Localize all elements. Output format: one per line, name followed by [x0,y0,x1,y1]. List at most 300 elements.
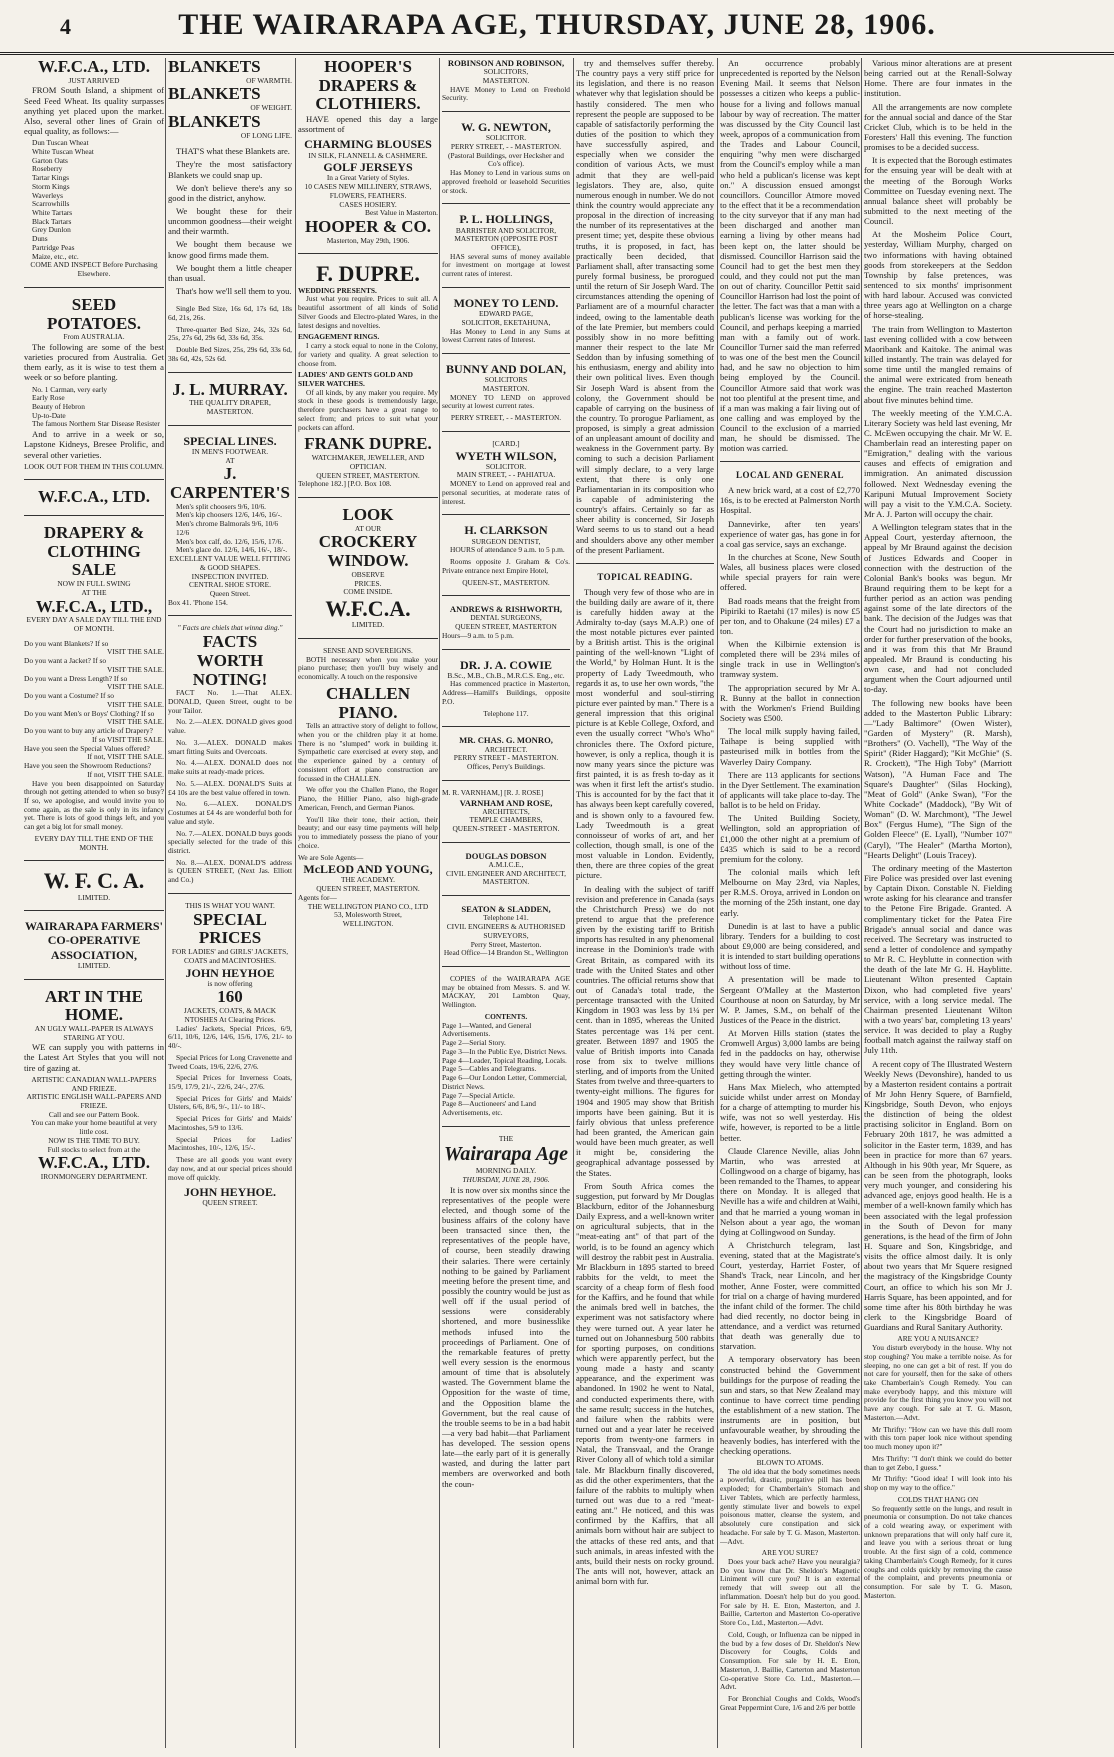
wallpaper-line: AN UGLY WALL-PAPER IS ALWAYS STARING AT YOU. [34,1023,154,1042]
observe: OBSERVE [351,569,385,579]
visit-line: VISIT THE SALE. [106,717,164,727]
role: ARCHITECT. [484,744,528,754]
visit-line: VISIT THE SALE. [106,647,164,657]
price-line: Single Bed Size, 16s 6d, 17s 6d, 18s 6d, 21s, 26s. [168,304,292,322]
from-australia: From AUSTRALIA. [63,332,125,342]
paper-title: Wairarapa Age [444,1143,568,1166]
list-item: Duns [32,234,48,244]
location: MASTERTON. [482,383,530,393]
queen-st-masterton-2: QUEEN STREET, MASTERTON. [316,884,420,894]
watches-text: Of all kinds, by any maker you require. My stock in these goods is tremendously large, therefore purchasers have a great range to select from; and prices to suit what your pockets can afford. [298,387,438,432]
news-paragraph: A recent copy of The Illustrated Western Weekly News (Devonshire), handed to us by a Masterton resident contains a portrait of Mr John Henry Squere, of Barnfield, Kingsbridge, South Devon, who enjoys the distinction of being the oldest practising solicitor in England. Born on February 20th 1817, he was admitted a solicitor in the Easter term, 1839, and has been in practice for more than 67 years. Although in his 90th year, Mr Squere, as can be seen from the photograph, looks very much younger, and considering his advanced age, enjoys good health. He is a member of a well-known family which has been associated with the legal profession in the South of Devon for many generations, is the head of the firm of John H. Square and Son, Kingsbridge, and visits the office almost daily. It is only about two years that Mr Squere resigned the magistracy of the Kingsbridge County Court, an office to which his son Mr J. Harris Square, has been appointed, and for some time after his 80th birthday he was clerk to the Kingsbridge Board of Guardians and Rural Sanitary Authority. [864,1058,1012,1333]
list-item: Beauty of Hebron [32,402,85,412]
contents-item: Page 8—Auctioneers' and Land Advertisements, etc. [442,1099,536,1118]
hollings-text: HAS several sums of money available for investment on mortgage at lowest current rates of interest. [442,251,570,279]
mcleod-young: McLEOD AND YOUNG, [303,862,433,877]
blankets-heading: BLANKETS [168,58,261,76]
dupre-telephone: Telephone 182.] [P.O. Box 108. [298,479,392,489]
limited: LIMITED. [351,620,385,630]
blown-heading: BLOWN TO ATOMS. [756,1457,824,1467]
the: THE [498,1133,514,1143]
local-item: In the churches at Scone, New South Wales, all business places were closed while special prayers for rain were offered. [720,551,860,593]
fact-item: No. 5.—ALEX. DONALD'S Suits at £4 10s are the best value offered in town. [168,778,292,797]
challen-text: Tells an attractive story of delight to follow, when you or the children play it at home. There is no "slumped" work in building it. Sympathetic care exercised at every step, and the experience gained by a century of consistent effort at piano construction are focussed in the CHALLEN. [298,721,438,783]
news-paragraph: Various minor alterations are at present being carried out at the Renall-Solway Home. There are four inmates in the institution. [864,58,1012,99]
role: SOLICITORS [484,375,528,385]
role: SOLICITOR. [485,461,527,471]
central-shoe-store: CENTRAL SHOE STORE. [189,580,271,590]
box-phone: Box 41. 'Phone 154. [168,597,228,607]
copies-text: COPIES of the WAIRARAPA AGE may be obtained from Messrs. S. and W. MACKAY, 201 Lambton Quay, Wellington. [442,974,570,1010]
role: SURGEON DENTIST, [471,536,541,546]
list-item: No. 1 Carman, very early [32,384,108,394]
price-line: Three-quarter Bed Size, 24s, 32s 6d, 25s, 27s 6d, 29s 6d, 33s 6d, 35s. [168,324,292,343]
art-home-heading: ART IN THE HOME. [45,986,143,1025]
price-line: Double Bed Sizes, 25s, 29s 6d, 33s 6d, 38s 6d, 42s, 52s 6d. [168,345,292,363]
leader-text: It is now over six months since the representatives of the people were elected, and though some of the business affairs of the colony have been transacted since then, the representatives of the people have, of course, been steadily drawing their salaries. There were certainly nothing to be gained by Parliament meeting before the present time, and possibly the country would be just as well off if the usual period of sessions were considerably shortened, and more businesslike methods infused into the proceedings of Parliament. One of the remarkable features of pretty well every session is the enormous amount of time that is absolutely wasted. The Government blame the Opposition for the waste of time, and the Opposition blame the Government, but the real cause of the trouble seems to be in a bad habit—a very bad habit—that Parliament has developed. The session opens late—the early part of it is generally wasted, and during the latter part members are overworked and both the coun- [442,1184,570,1489]
facts-heading: FACTS WORTH NOTING! [192,632,268,689]
question-line: Do you want a Costume? If so [24,691,114,701]
wyeth-heading: WYETH WILSON, [455,448,557,463]
special-item: Special Prices for Girls' and Maids' Ulsters, 6/6, 8/6, 9/-, 11/- to 18/-. [168,1093,292,1112]
special-item: Special Prices for Ladies' Macintoshes, 10/-, 12/6, 15/-. [168,1134,292,1153]
column-rule [573,58,574,1748]
list-item: Black Tartars [32,216,72,226]
come-inside: COME INSIDE. [343,587,393,597]
local-item: Claude Clarence Neville, alias John Martin, who was arrested at Collingwood on a charge of bigamy, has been remanded to the Thames, to appear there on Monday. It is alleged that Neville has a wife and children at Waihi, and that he married a young woman in Nelson about a year ago, the woman dying at Collingwood on Sunday. [720,1145,860,1237]
telephone: Telephone 141. [483,913,529,923]
role: BARRISTER AND SOLICITOR, [455,225,557,235]
colds-text: So frequently settle on the lungs, and result in pneumonia or consumption. Do not take chances of a cold wearing away, or experiment with unknown preparations that will only half cure it, and leave you with a serious throat or lung trouble. At the first sign of a cold, commence taking Chamberlain's Cough Remedy, for it cures coughs and colds quickly by removing the cause of the complaint, and prevents pneumonia or consumption. For sale by T. G. Mason, Masterton. [864,1503,1012,1600]
news-paragraph: It is expected that the Borough estimates for the ensuing year will be dealt with at the meeting of the Borough Works Committee on Tuesday evening next. The annual balance sheet will probably be submitted to the next meeting of the Council. [864,155,1012,227]
contents-item: Page 1—Wanted, and General Advertisements. [442,1020,532,1039]
wellington: WELLINGTON. [342,919,394,929]
dupre-heading: F. DUPRE. [316,261,420,287]
local-item: When the Kilbirnie extension is completed there will be 23¼ miles of single track in use in Wellington's tramway system. [720,639,860,680]
fact-item: No. 6.—ALEX. DONALD'S Costumes at £4 4s are wonderful both for value and style. [168,799,292,826]
potatoes-text: The following are some of the best varieties procured from Australia. Get them early, as it is wise to test them a week or so before planting. [24,341,164,383]
list-item: Partridge Peas [32,242,75,252]
blankets-body: We bought them a little cheaper than usual. [168,262,292,283]
jackets-line: JACKETS, COATS, & MACK NTOSHES At Clearing Prices. [183,1006,277,1024]
cases-hosiery: CASES HOSIERY. [339,199,397,209]
degrees: B.Sc., M.B., Ch.B., M.R.C.S. Eng., etc. [447,670,565,680]
local-item: Dunedin is at last to have a public library. Tenders for a building to cost about £9,000 are being considered, and it is intended to start building operations without loss of time. [720,920,860,972]
ironmongery: IRONMONGERY DEPARTMENT. [40,1172,148,1182]
cold-text: Cold, Cough, or Influenza can be nipped in the bud by a few doses of Dr. Sheldon's New Discovery for Coughs, Colds and Consumption. For sale by H. E. Eton, Masterton, J. Baillie, Carterton and Masterton Co-operative Store Co. Ltd., Masterton.—Advt. [720,1629,860,1692]
disappointed-text: Have you been disappointed on Saturday through not getting attended to when so busy? If so, we apologise, and would invite you to come again, as the sale is only in its infancy yet. There is lots of good things left, and you can get a big lot for small money. [24,778,164,832]
andrews-heading: ANDREWS & RISHWORTH, [449,604,563,615]
column-1 [24,58,164,1748]
footwear-list [168,503,292,555]
at: AT [225,455,235,465]
page-number: 4 [60,14,71,39]
agents-for: Agents for— [298,892,337,902]
visit-line: If not, VISIT THE SALE. [87,752,164,762]
at-the: AT THE [81,587,107,597]
wfca-heading-4: W. F. C. A. [43,868,145,894]
location: PERRY STREET, - - MASTERTON. [450,413,562,423]
seed-potatoes-heading: SEED POTATOES. [47,294,141,333]
list-item: Roseberry [32,164,63,174]
local-item: The appropriation secured by Mr A. R. Bunny at the ballot in connection with the Workmen's Friend Building Society was £500. [720,682,860,724]
list-item: Up-to-Date [32,410,66,420]
news-paragraph: The train from Wellington to Masterton last evening collided with a cow between Maoribank and Kaitoke. The animal was killed instantly. The train was delayed for some time until the mangled remains of the animal were extricated from beneath the engine. The train reached Masterton about five minutes behind time. [864,323,1012,405]
hooper-intro: HAVE opened this day a large assortment of [298,114,438,135]
list-item: Tartar Kings [32,173,70,183]
full-swing: NOW IN FULL SWING [57,579,131,589]
fact-item: No. 8.—ALEX. DONALD'S address is QUEEN STREET, (Next Jas. Elliott and Co.) [168,857,292,885]
news-paragraph: The ordinary meeting of the Masterton Fire Police was presided over last evening by Captain Dixon. Constable N. Fielding wrote asking for his clearance and transfer to the Petone Fire Brigade. Granted. A complimentary ticket for the Patea Fire Brigade's annual social and dance was received. The Secretary was instructed to send a letter of condolence and sympathy to Mr R. C. Heyblutte in connection with the death of the late Mr G. H. Hayblitte. Lieutenant Wilton presented Captain Dixon, who had completed five years' service, with a long service medal. The Chairman presented Lieutenant Wilton with a two years' bar, completing 13 years' service. It was decided to play a Rugby football match against the railway staff on July 11th. [864,862,1012,1056]
local-item: A presentation will be made to Sergeant O'Malley at the Masterton Courthouse at noon on Saturday, by Mr W. P. James, S.M., on behalf of the Justices of the Peace in the district. [720,974,860,1025]
blankets-body: We bought these for their uncommon goodness—their weight and their warmth. [168,205,292,237]
frank-dupre: FRANK DUPRE. [304,434,432,454]
at-our: AT OUR [354,523,382,533]
facts-tagline: " Facts are chiels that winna ding." [177,623,283,633]
special-item: Special Prices for Inverness Coats, 15/9, 17/9, 21/-, 22/6, 24/-, 27/6. [168,1073,292,1091]
news-paragraph: All the arrangements are now complete for the annual social and dance of the Star Cricket Club, which is to be held in the Foresters' Hall this evening. The function promises to be a decided success. [864,101,1012,153]
every-day-2: EVERY DAY TILL THE END OF THE MONTH. [34,833,154,852]
list-item: Scarrowhills [32,199,70,209]
wfca-heading-3: W.F.C.A., LTD., [35,596,153,616]
murray-heading: J. L. MURRAY. [172,379,288,399]
now-offering: is now offering [207,978,253,988]
blankets-body: THAT'S what these Blankets are. [176,146,290,157]
golf-jerseys: GOLF JERSEYS [323,160,413,175]
fact-item: No. 3.—ALEX. DONALD makes smart fitting Suits and Overcoats. [168,737,292,756]
fact-item: No. 4.—ALEX. DONALD does not make suits at ready-made prices. [168,758,292,777]
of-long-life: OF LONG LIFE. [240,130,292,140]
local-item: Dannevirke, after ten years' experience of water gas, has gone in for a coal gas service, says an exchange. [720,518,860,549]
location: Head Office—14 Brandon St., Wellington [443,948,569,958]
card-label: [CARD.] [492,438,520,448]
contents-item: Page 7—Special Article. [442,1090,515,1100]
wfca-heading: W.F.C.A. [325,596,411,622]
seaton-heading: SEATON & SLADDEN, [461,904,551,915]
full-stocks: Full stocks to select from at the [47,1144,141,1154]
local-item: There are 113 applicants for sections in the Dyer Settlement. The examination of applicants will take place to-day. The ballot is to be held on Friday. [720,769,860,811]
cases-millinery: 10 CASES NEW MILLINERY, STRAWS, FLOWERS, FEATHERS. [304,182,432,200]
nuisance-text: You disturb everybody in the house. Why not stop coughing? You make a terrible noise. As for sleeping, no one can get a bit of rest. If you do not care for yourself, then for the sake of others take Chamberlain's Cough Remedy. You can make everybody happy, and this mixture will provide for the first thing you know you will not have any cough. For sale at T. G. Mason, Masterton.—Advt. [864,1343,1012,1422]
wfca-heading-5: W.F.C.A., LTD. [38,1153,150,1173]
local-item: The United Building Society, Wellington, sold an appropriation of £1,000 the other night at a premium of £435 which is said to be a record premium for the colony. [720,813,860,864]
queen-st: QUEEN STREET. [202,1198,258,1208]
blankets-body: They're the most satisfactory Blankets we could snap up. [168,159,292,180]
wfca-heading: W.F.C.A., LTD. [38,58,150,76]
list-item: Men's kip choosers 12/6, 14/6, 16/-. [176,510,283,520]
clearance-note: These are all goods you want every day now, and at our special prices should move off quickly. [168,1155,292,1182]
list-item: Dun Tuscan Wheat [32,138,89,148]
column-rule [717,58,718,1748]
list-item: Grey Dunlon [32,225,71,235]
this-is-what: THIS IS WHAT YOU WANT. [185,900,275,910]
look: LOOK [342,505,394,525]
seed-wheat-text: FROM South Island, a shipment of Seed Feed Wheat. Its quality surpasses anything yet placed upon the market. Also, several other lines of Grain of equal quality, as follows:— [24,85,164,136]
thrifty-text: Mrs Thrifty: "I don't think we could do better than to get Zebo, I guess." [864,1453,1012,1472]
offer-text: We offer you the Challen Piano, the Roger Piano, the Hillier Piano, also high-grade American, French, and German Pianos. [298,785,438,812]
contents-item: Page 6—Our London Letter, Commercial, District News. [442,1073,567,1091]
special-item: Special Prices for Girls' and Maids' Macintoshes, 5/9 to 13/6. [168,1114,292,1132]
masterton: MASTERTON. [206,406,254,416]
watches-heading: LADIES' AND GENTS GOLD AND SILVER WATCHES. [298,370,413,389]
list-item: Storm Kings [32,181,70,191]
rooms: Rooms opposite J. Graham & Co's. Private entrance next Empire Hotel, [442,557,570,575]
engagement-rings: ENGAGEMENT RINGS. [298,332,380,342]
wfca-heading-2: W.F.C.A., LTD. [38,487,150,507]
list-item: White Tuscan Wheat [32,146,94,156]
drapery-sale-heading: DRAPERY & CLOTHING SALE [43,523,145,580]
wairarapa-farmers: WAIRARAPA FARMERS' CO-OPERATIVE ASSOCIATION, [25,919,163,962]
contents-item: Page 3—In the Public Eye, District News. [442,1046,567,1056]
location: QUEEN-STREET - MASTERTON. [452,824,560,834]
topical-paragraph: In dealing with the subject of tariff revision and preference in Canada (says the Christchurch Press) we do not pretend to argue that the preference given by the existing tariff to British imports has resulted in any phenomenal increase in the Dominion's trade with Great Britain, as compared with its trade with the United States and other countries. The official returns show that out of Canada's total trade, the percentage transacted with the United Kingdom in 1903 was less by 1¼ per cent. than in 1895, whereas the United States percentage was 1¾ per cent. greater. Between 1897 and 1905 the value of British imports into Canada rose from six to twelve millions sterling, and of imports from the United States from twelve and three-quarters to twenty-eight millions. The figures for 1904 and 1905 may show that British imports have been gaining. But it is fairly obvious that unless preference had been granted, the American gain would have been much greater, as well it might be, considering the geographical advantage possessed by the States. [576,883,714,1178]
question-line: Have you seen the Showroom Reductions? [24,761,152,771]
local-item: Bad roads means that the freight from Pipiriki to Raetahi (17 miles) is now £5 per ton, and to Ohakune (24 miles) £7 a ton. [720,595,860,636]
role: SOLICITORS, [483,67,529,77]
nuisance-heading: ARE YOU A NUISANCE? [897,1334,979,1344]
challen-heading: CHALLEN PIANO. [325,683,411,722]
special-prices-heading: SPECIAL PRICES [193,909,267,948]
dobson-heading: DOUGLAS DOBSON [465,850,547,861]
we-can-supply: WE can supply you with patterns in the Latest Art Styles that you will not tire of gazing at. [24,1042,164,1073]
look-out: LOOK OUT FOR THEM IN THIS COLUMN. [24,461,164,471]
column-3 [298,58,438,1748]
list-item: Men's chrome Balmorals 9/6, 10/6 12/6 [176,519,279,537]
column-rule [165,58,166,1748]
hours: HOURS of attendance 9 a.m. to 5 p.m. [450,545,565,555]
column-rule [295,58,296,1748]
come-inspect: COME AND INSPECT Before Purchasing Elsewhere. [30,260,158,279]
question-line: Do you want a Jacket? If so [24,656,107,666]
hollings-heading: P. L. HOLLINGS, [459,212,553,227]
wellington-piano: THE WELLINGTON PIANO CO., LTD [307,901,429,911]
artistic-english: ARTISTIC ENGLISH WALL-PAPERS AND FRIEZE. [26,1092,162,1110]
blown-text: The old idea that the body sometimes needs a powerful, drastic, purgative pill has been exploded; for Chamberlain's Stomach and Liver Tablets, which are perfectly harmless, gently stimulate liver and bowels to expel poisonous matter, cleanse the system, and absolutely cure constipation and sick headache. For sale by T. G. Mason, Masterton.—Advt. [720,1466,860,1546]
varnham-ref: M. R. VARNHAM,] [R. J. ROSE] [442,787,544,797]
contents-item: Page 2—Serial Story. [442,1038,506,1048]
special-lines: SPECIAL LINES. [183,433,277,448]
visit-line: VISIT THE SALE. [106,699,164,709]
grain-list [24,139,164,261]
role: ARCHITECTS, [482,806,530,816]
newton-text: Has Money to Lend in various sums on approved freehold or leasehold Securities or stock. [442,168,570,195]
column-5 [576,58,714,1748]
visit-line: If so VISIT THE SALE. [91,734,164,744]
mens-footwear: IN MEN'S FOOTWEAR. [191,446,269,456]
every-day: EVERY DAY A SALE DAY TILL THE END OF MONTH. [26,615,162,634]
visit-line: VISIT THE SALE. [106,664,164,674]
hooper-co: HOOPER & CO. [304,217,432,237]
cowie-heading: DR. J. A. COWIE [459,657,552,672]
location: PERRY STREET - MASTERTON. Offices, Perry's Buildings. [453,753,559,772]
role: CIVIL ENGINEERS & AUTHORISED SURVEYORS, [446,922,566,940]
question-line: Have you seen the Special Values offered? [24,743,150,753]
heyhoe-heading: JOHN HEYHOE [185,965,275,980]
blankets-heading: BLANKETS [168,111,261,131]
question-line: Do you want a Dress Length? If so [24,673,128,683]
fact-item: FACT No. 1.—That ALEX. DONALD, Queen Street, ought to be your Tailor. [168,688,292,715]
question-line: Do you want to buy any article of Drapery? [24,726,153,736]
crockery: CROCKERY [318,532,418,552]
drapers-heading: DRAPERS & CLOTHIERS. [315,75,421,114]
wedding-presents: WEDDING PRESENTS. [298,285,377,295]
thrifty-text: Mr Thrifty: "How can we have this dull room with this torn paper look nice without spending too much money upon it?" [864,1424,1012,1452]
contents-item: Page 5—Cables and Telegrams. [442,1064,537,1074]
sure-heading: ARE YOU SURE? [761,1548,819,1558]
degrees: A.M.I.C.E., [488,859,524,869]
prices: PRICES. [354,578,382,588]
local-item: Hans Max Mielech, who attempted suicide whilst under arrest on Monday for a charge of attempting to murder his wife, was not so well yesterday. His wife, however, is reported to be a little better. [720,1081,860,1143]
question-line: Do you want Blankets? If so [24,638,109,648]
blankets-heading: BLANKETS [168,84,261,104]
edward-page: EDWARD PAGE, [479,309,533,319]
column-rule [439,58,440,1748]
queen-street: Queen Street. [209,589,251,598]
list-item: The famous Northern Star Disease Resister [32,419,160,429]
of-warmth: OF WARMTH. [246,75,292,85]
telephone: Telephone 117. [483,708,529,718]
blankets-body: We don't believe there's any so good in the district, anyhow. [168,182,292,203]
local-item: A Christchurch telegram, last evening, stated that at the Magistrate's Court, yesterday, Harriet Foster, of Shand's Track, near Lincoln, and her mother, Anne Foster, were committed for trial on a charge of having murdered the infant child of the former. The child had died recently, no doctor being in attendance, and a verdict was returned that death was generally due to starvation. [720,1239,860,1352]
column-6 [720,58,860,1748]
location: QUEEN-ST., MASTERTON. [462,577,550,587]
newspaper-title: THE WAIRARAPA AGE, THURSDAY, JUNE 28, 1906. [178,8,936,41]
fact-item: No. 2.—ALEX. DONALD gives good value. [168,717,292,736]
sense-sovereigns: SENSE AND SOVEREIGNS. [323,645,413,655]
column-4 [442,58,570,1748]
visit-line: VISIT THE SALE. [106,682,164,692]
sure-text: Does your back ache? Have you neuralgia? Do you know that Dr. Sheldon's Magnetic Liniment will cure you? It is an external remedy that will sweep out all the inflammation. Doesn't help but do you good. For sale by H. E. Eton, Masterton, and J. Baillie, Carterton and Masterton Co-operative Store Co., Ltd., Masterton.—Advt. [720,1556,860,1628]
num-160: 160 [217,987,243,1007]
news-paragraph: An occurrence probably unprecedented is reported by the Nelson Evening Mail. It seems that Nelson possesses a citizen who keeps a public-house for a living and follows manual labour by way of recreation. The matter was discussed by the City Council last week, apropos of a communication from the Trades and Labour Council, enquiring "why men were discharged from the Council's employ while a man who held a publican's license was kept on." A discussion ensued amongst councillors. Councillor Atmore moved to the effect that it be a recommendation to the city surveyor that if any man had been discharged and another man earning a living by other means had been kept on, the latter should be dismissed. Councillor Harrison said the Council had to get the best men they could, and they could not put the man on out of charity. Councillor Pettit said Councillor Harrison had lost the point of the letter. The fact was that a man with a publican's license was working for the Council, and perhaps keeping a married man with a family out of work. Councillor Turner said the man referred to was one of the best men the Council had, and he saw no objection to him being employed by the Council. Councillor Atmore said that work was not too plentiful at the present time, and if a man was making a fair living out of one calling and was employed by the Council to the exclusion of a married man, he should be dismissed. The motion was carried. [720,58,860,454]
just-arrived: JUST ARRIVED [68,75,120,85]
pattern-book: Call and see our Pattern Book. [48,1109,140,1119]
bunny-heading: BUNNY AND DOLAN, [446,362,566,377]
location: MASTERTON. [482,877,530,887]
role: SOLICITOR. [485,133,527,143]
queen-st-masterton: QUEEN STREET, MASTERTON. [316,470,420,480]
list-item: Early Rose [32,393,65,403]
local-item: The colonial mails which left Melbourne on May 23rd, via Naples, per R.M.S. Oroya, arrived in London on the morning of the 25th instant, one day early. [720,867,860,918]
list-item: Maize, etc., etc. [32,251,79,261]
limited-2: LIMITED. [77,960,111,970]
topical-paragraph: From South Africa comes the suggestion, put forward by Mr Douglas Blackburn, editor of the Johannesburg Daily Express, and a well-known writer on agricultural subjects, that in the "meat-eating ant" of that part of the world, is to be found an agency which will destroy the rabbit pest in Australia. Mr Blackburn in 1895 started to breed rabbits for the veldt, to meet the scarcity of a cheap form of flesh food for the Kaffirs, and he found that while the animals bred well in batches, the experiment was not satisfactory where they were turned out. A year later he turned out on Johannesburg 500 rabbits for sporting purposes, on conditions which were apparently perfect, but the young made a hasty and scanty appearance, and the experiment was abandoned. In 1902 he went to Natal, and conducted experiments there, with the same result; success in the hutches, and failure when the rabbits were turned out and a year later he received reports from twenty-one farmers in Natal, the Transvaal, and the Orange River Colony all of which told a similar tale. Mr Blackburn finally discovered, as did the other experimenters, that the failure of the rabbits to multiply when turned out was due to a red "meat-eating ant." He noticed, and this was confirmed by the Kaffirs, that all animals born without hair are subject to the attacks of these red ants, and that such animals, in areas infested with the ants, build their nests on rocky ground. The ants will not, however, attack an animal born with fur. [576,1180,714,1587]
artistic-canadian: ARTISTIC CANADIAN WALL-PAPERS AND FRIEZE. [31,1074,157,1093]
special-item: Ladies' Jackets, Special Prices, 6/9, 6/11, 10/6, 12/6, 14/6, 15/6, 17/6, 21/- to 40/-. [168,1023,292,1051]
robinson-text: HAVE Money to Lend on Freehold Security. [442,84,570,103]
location: PERRY STREET, - - MASTERTON. [450,141,562,151]
newton-ref: (Pastoral Buildings, over Hecksher and Co's office). [448,150,564,169]
location: QUEEN STREET, MASTERTON [455,622,557,632]
role: DENTAL SURGEONS, [470,613,542,623]
like-text: You'll like their tone, their action, their beauty; and our easy time payments will help you to immediately possess the piano of your choice. [298,814,438,850]
blankets-body: We bought them because we know good firms made them. [168,239,292,260]
local-item: A temporary observatory has been constructed behind the Government buildings for the purpose of reading the sun and stars, so that New Zealand may continue to have correct time pending the establishment of a new station. The instruments are in position, but unfavourable weather, by shrouding the heavenly bodies, has interfered with the checking operations. [720,1354,860,1456]
location: MASTERTON (OPPOSITE POST OFFICE), [454,234,558,252]
wyeth-text: MONEY to Lend on approved real and personal securities, at moderate rates of interest. [442,479,570,506]
monro-heading: MR. CHAS. G. MONRO, [459,735,553,746]
robinson-heading: ROBINSON AND ROBINSON, [447,58,565,68]
contents-heading: CONTENTS. [484,1011,528,1021]
page-text: Has Money to Lend in any Sums at lowest Current rates of Interest. [442,326,570,345]
watchmaker: WATCHMAKER, JEWELLER, AND OPTICIAN. [311,453,425,471]
visit-line: If not, VISIT THE SALE. [87,769,164,779]
newton-heading: W. G. NEWTON, [461,120,551,135]
window: WINDOW. [327,551,409,571]
cowie-text: Has commenced practice in Masterton, Address—Hamill's Buildings, opposite P.O. [442,679,570,706]
masthead [0,0,1114,55]
leader-continued: try and themselves suffer thereby. The country pays a very stiff price for its legislation, and there is no reason whatever why that legislation should be hastily considered. The men who represent the people are supposed to be capable of satisfactorily performing the duties of the position to which they have successfully aspired, and especially when we consider the condition of various Acts, we must admit that they are well-paid legislators. They are, also, quite numerous enough in number. We do not think the country would appreciate any proposal in the direction of increasing the number of its representatives at the present time; yet, despite these obvious truths, it is proposed, in fact, has practically been decided, that Parliament shall, after transacting some purely formal business, be prorogued until the return of Sir Joseph Ward. The circumstances attending the opening of Parliament are of a mournful character indeed, owing to the lamentable death of the late Premier, but members could possibly show in no more befitting manner their respect to the late Mr Seddon than by infusing something of his enthusiasm, energy and ability into their own political lives. Even though Sir Joseph Ward is absent from the colony, the Government should be capable of carrying on the business of the country. To prorogue Parliament, as proposed, is simply a great admission of an unpleasant amount of docility and weakness in the Government party. By coming to such a decision Parliament will simply declare, to a very large extent, that there is only one Parliamentarian in its composition who is capable of administering the country's affairs. Certainly so far as sheer ability is concerned, Sir Joseph Ward seems to us to stand out a head and shoulders above any other member of the present Parliament. [576,58,714,555]
list-item: White Tartars [32,208,73,217]
limited: LIMITED. [77,892,111,902]
role: CIVIL ENGINEER AND ARCHITECT, [446,868,566,878]
location: TEMPLE CHAMBERS, [469,815,543,825]
column-7 [864,58,1012,1748]
dateline: THURSDAY, JUNE 28, 1906. [462,1174,550,1184]
both-text: BOTH necessary when you make your piano purchase; then you'll buy wisely and economically. A touch on the responsive [298,654,438,682]
academy: THE ACADEMY. [340,875,396,885]
morning-daily: MORNING DAILY. [475,1166,537,1176]
hours: Hours—9 a.m. to 5 p.m. [442,630,514,640]
local-general-heading: LOCAL AND GENERAL [735,470,845,481]
blankets-body: That's how we'll sell them to you. [176,285,292,296]
engagement-text: I carry a stock equal to none in the Colony, for variety and quality. A great selection to choose from. [298,341,438,368]
news-paragraph: At the Mosheim Police Court, yesterday, William Murphy, charged on two informations with having obtained goods from storekeepers at the Seddon Township by false pretences, was sentenced to six months' imprisonment with hard labour. Accused was convicted three years ago at Wellington on a charge of horse-stealing. [864,229,1012,321]
role: SOLICITOR, EKETAHUNA, [461,317,551,327]
potatoes-more: And to arrive in a week or so, Lapstone Kidneys, Bresee Prolific, and several other varieties. [24,429,164,460]
question-line: Do you want Men's or Boys' Clothing? If so [24,708,155,718]
best-value: Best Value in Masterton. [365,208,438,218]
money-lend-heading: MONEY TO LEND. [453,295,559,310]
special-item: Special Prices for Long Cravenette and Tweed Coats, 19/6, 22/6, 27/6. [168,1052,292,1071]
of-weight: OF WEIGHT. [250,103,292,113]
sole-agents: We are Sole Agents— [298,852,364,862]
inspection-invited: INSPECTION INVITED. [191,571,269,581]
topical-paragraph: Though very few of those who are in the building daily are aware of it, there is carefully hidden away at the Admiralty to-day (says M.A.P.) one of the most notable pictures ever painted by a British artist. This is the original painting of the well-known "Light of the World," by Holman Hunt. It is the property of Lady Tweedmouth, who regards it as, to use her own words, "the most wonderful and soul-stirring picture ever painted by man." There is a general impression that this original picture is at Keble College, Oxford, and even the usually correct "Who's Who" chronicles there. The Oxford picture, however, is only a replica, though it is now many years since the picture was first painted, it is as fresh to-day as it was when it first left the artist's studio. This is accounted for by the fact that it has always been kept carefully covered, and is shown only to a favoured few. Lady Tweedmouth is a great connoisseur of works of art, and her collection, though small, is one of the most valuable in London. Evidently, then, there are three copies of the great picture. [576,586,714,881]
list-item: Men's split choosers 9/6, 10/6. [176,501,267,511]
ladies-jackets: FOR LADIES' and GIRLS' JACKETS, COATS and MACINTOSHES. [171,947,289,965]
excellent-value: EXCELLENT VALUE WELL FITTING & GOOD SHAPES. [169,554,291,572]
local-item: At Morven Hills station (states the Cromwell Argus) 3,000 lambs are being fed in the paddocks on hay, otherwise they would have very little chance of getting through the winter. [720,1028,860,1079]
potato-list [24,386,164,430]
list-item: Garton Oats [32,155,68,165]
thrifty-text: Mr Thrifty: "Good idea! I will look into his shop on my way to the office." [864,1474,1012,1493]
contents-item: Page 4—Leader, Topical Reading, Locals. [442,1055,567,1065]
sale-questions [24,640,164,780]
column-rule [861,58,862,1748]
dupre-text: Just what you require. Prices to suit all. A beautiful assortment of all kinds of Solid Silver Goods and Electro-plated Wares, in the latest designs and novelties. [298,294,438,330]
local-item: A new brick ward, at a cost of £2,770 16s, is to be erected at Palmerston North Hospital. [720,485,860,516]
bronchial-text: For Bronchial Coughs and Colds, Wood's Great Peppermint Cure, 1/6 and 2/6 per bottle [720,1693,860,1712]
hooper-date: Masterton, May 29th, 1906. [326,235,410,245]
column-2 [168,58,292,1748]
news-paragraph: The following new books have been added to the Masterton Public Library:—"Lady Baltimore" (Owen Wister), "Garden of Mystery" (R. Marsh), "Brothers" (O. Vachell), "The Way of the Spirit" (Rider Haggard); "Kit McGhie" (S. R. Crockett), "The High Toby" (Marriott Watson), "A Human Face and The Square's Daughter" (Silas Hocking), "Meat of Gold" (Anke Swan), "For the White Cockade" (Maddock), "By Wit of Woman" (D. W. Marchmont), "The Jewel Box" (Fergus Hume), "The Sign of the Golden Fleece" (E. Lyall), "Number 107" (Caryl), "The Healer" (Martha Morton), "Hearts Delight" (Louis Tracey). [864,697,1012,860]
colds-heading: COLDS THAT HANG ON [897,1494,979,1504]
bunny-text: MONEY TO LEND on approved security at lowest current rates. [442,392,570,411]
molesworth: 53, Molesworth Street, [334,910,402,920]
clarkson-heading: H. CLARKSON [464,523,548,538]
make-home: You can make your home beautiful at very little cost. [31,1118,157,1137]
fact-item: No. 7.—ALEX. DONALD buys goods specially selected for the trade of this district. [168,828,292,856]
location: MAIN STREET, - - PAHIATUA. [456,470,556,480]
list-item: Men's box calf, do. 12/6, 15/6, 17/6. [176,536,284,546]
varnham-heading: VARNHAM AND ROSE, [459,797,553,808]
news-paragraph: A Wellington telegram states that in the Appeal Court, yesterday afternoon, the appeal by Mr Braund against the decision of Justices Edwards and Cooper in connection with the destruction of the Colonial Bank's books was begun. Mr Braund requiring them to be kept for a further period as an action was pending against some of the late directors of the bank. The decision of the Judges was that the Court had no jurisdiction to make an order for further preservation of the books, and it was from this that Mr Braund appealed. Mr Braund is conducting his own case, and had not concluded argument when the Court adjourned until to-day. [864,522,1012,695]
news-paragraph: The weekly meeting of the Y.M.C.A. Literary Society was held last evening, Mr C. McEwen occupying the chair. Mr W. E. Chamberlain read an interesting paper on "Emigration," dealing with the various causes and effects of emigration and immigration. An animated discussion followed. Next Wednesday evening the Karipuni Mutual Improvement Society will pay a visit to the Y.M.C.A. Society. Mr A. J. Parton will occupy the chair. [864,407,1012,520]
location: MASTERTON. [482,75,530,85]
list-item: Waverleys [32,190,64,200]
topical-heading: TOPICAL READING. [597,571,693,582]
